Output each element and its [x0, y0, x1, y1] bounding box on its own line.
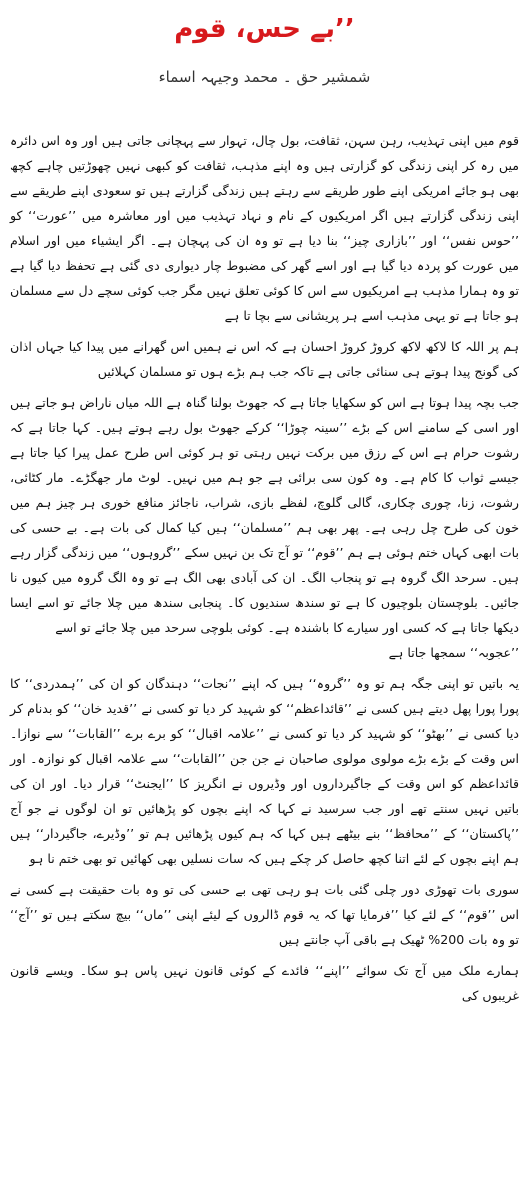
author-byline: شمشیر حق ۔ محمد وجیہہ اسماء: [158, 68, 371, 86]
paragraph: ہم پر اللہ کا لاکھ لاکھ کروڑ کروڑ احسان ہے کہ اس نے ہمیں اس گھرانے میں پیدا کیا جہاں اذان کی گونج پیدا ہوتے ہی سنائی جاتی ہے تاکہ جب ہم بڑے ہوں تو مسلمان کہلائیں: [10, 339, 519, 379]
paragraph: قوم میں اپنی تہذیب، رہن سہن، ثقافت، بول چال، تہوار سے پہچانی جاتی ہیں اور وہ اس دائرہ میں رہ کر اپنی زندگی کو گزارتی ہیں وہ اپنے مذہب، ثقافت کو کبھی نہیں چھوڑتیں چاہے کچھ بھی ہو جائے امریکی اپنے طور طریقے سے رہتے ہیں زندگی گزارتے ہیں تو سعودی اپنے طریقے سے اپنی زندگی گزارتے ہیں اگر امریکیوں کے نام و نہاد تہذیب میں اور معاشرہ میں ’’عورت‘‘ کو ’’حوس نفس‘‘ اور ’’بازاری چیز‘‘ بنا دیا ہے تو وہ ان کی پہچان ہے۔ اگر ایشیاء میں اور اسلام میں عورت کو پردہ دیا گیا ہے اور اسے گھر کی مضبوط چار دیواری دی گئی ہے تحفظ دیا گیا ہے تو وہ ہمارا مذہب ہے امریکیوں سے اس کا کوئی تعلق نہیں مگر جب کوئی سچے دل سے مسلمان ہو جاتا ہے تو یہی مذہب اسے ہر پریشانی سے بچا تا ہے: [10, 133, 519, 323]
article-title: ’’بے حس، قوم: [174, 14, 355, 44]
article-body: [10, 128, 519, 1008]
paragraph: یہ باتیں تو اپنی جگہ ہم تو وہ ’’گروہ‘‘ ہیں کہ اپنے ’’نجات‘‘ دہندگان کو ان کی ’’ہمدردی‘‘ کا پورا پورا پھل دیتے ہیں کسی نے ’’قائداعظم‘‘ کو شہید کر دیا تو کسی نے ’’قدید خان‘‘ کو بدنام کر دیا کسی نے ’’بھٹو‘‘ کو شہید کر دیا تو کسی نے ’’علامہ اقبال‘‘ کو برے برے ’’القابات‘‘ سے نوازا۔ اس وقت کے بڑے بڑے مولوی مولوی صاحبان نے جن جن ’’القابات‘‘ سے علامہ اقبال کو نوازہ۔ اور قائداعظم کو اس وقت کے جاگیرداروں اور وڈیروں نے انگریز کا ’’ایجنٹ‘‘ قرار دیا۔ اور ان کی باتیں نہیں سنتے تھے اور جب سرسید نے کہا کہ اپنے بچوں کو پڑھائیں تو ان لوگوں نے جو آج ’’پاکستان‘‘ کے ’’محافظ‘‘ بنے بیٹھے ہیں کہا کہ ہم کیوں پڑھائیں ہم تو ’’وڈیرے، جاگیردار‘‘ ہیں ہم اپنے بچوں کے لئے اتنا کچھ حاصل کر چکے ہیں کہ سات نسلیں بھی کھائیں تو بھی ختم نا ہو: [10, 676, 519, 866]
paragraph: جب بچہ پیدا ہوتا ہے اس کو سکھایا جاتا ہے کہ جھوٹ بولنا گناہ ہے اللہ میاں ناراض ہو جاتے ہیں اور اسی کے سامنے اس کے بڑے ’’سینہ چوڑا‘‘ کرکے جھوٹ بول رہے ہوتے ہیں۔ کہا جاتا ہے کہ رشوت حرام ہے اس کے رزق میں برکت نہیں رہتی تو ہر کوئی اس طرح عمل پیرا کیا جاتا ہے جیسے ثواب کا کام ہے۔ وہ کون سی برائی ہے جو ہم میں نہیں۔ لوٹ مار جھگڑے۔ مار کٹائی، رشوت، زنا، چوری چکاری، گالی گلوچ، لفظے بازی، شراب، ناجائز منافع خوری ہر چیز ہم میں خون کی طرح چل رہی ہے۔ پھر بھی ہم ’’مسلمان‘‘ ہیں کیا کمال کی بات ہے۔ بے حسی کی بات ابھی کہاں ختم ہوئی ہے ہم ’’قوم‘‘ تو آج تک بن نہیں سکے ’’گروہوں‘‘ میں زندگی گزار رہے ہیں۔ سرحد الگ گروہ ہے تو پنجاب الگ۔ ان کی آبادی بھی الگ ہے تو وہ الگ گروہ میں کیوں نا جائیں۔ بلوچستان بلوچیوں کا ہے تو سندھ سندیوں کا۔ پنجابی سندھ میں چلا جائے تو اسے ایسا دیکھا جاتا ہے کہ کسی اور سیارے کا باشندہ ہے۔ کوئی بلوچی سرحد میں چلا جائے تو اسے: [10, 395, 519, 635]
paragraph: ہمارے ملک میں آج تک سوائے ’’اپنے‘‘ فائدے کے کوئی قانون نہیں پاس ہو سکا۔ ویسے قانون غریبوں کی: [10, 963, 519, 1003]
paragraph: ’’عجوبہ‘‘ سمجھا جاتا ہے: [388, 645, 519, 660]
paragraph: سوری بات تھوڑی دور چلی گئی بات ہو رہی تھی بے حسی کی تو وہ بات حقیقت ہے کسی نے اس ’’قوم‘‘ کے لئے کیا ’’فرمایا تھا کہ یہ قوم ڈالروں کے لیئے اپنی ’’ماں‘‘ بیچ سکتے ہیں تو ’’آج‘‘ تو وہ بات 200% ٹھیک ہے باقی آپ جانتے ہیں: [10, 882, 519, 947]
